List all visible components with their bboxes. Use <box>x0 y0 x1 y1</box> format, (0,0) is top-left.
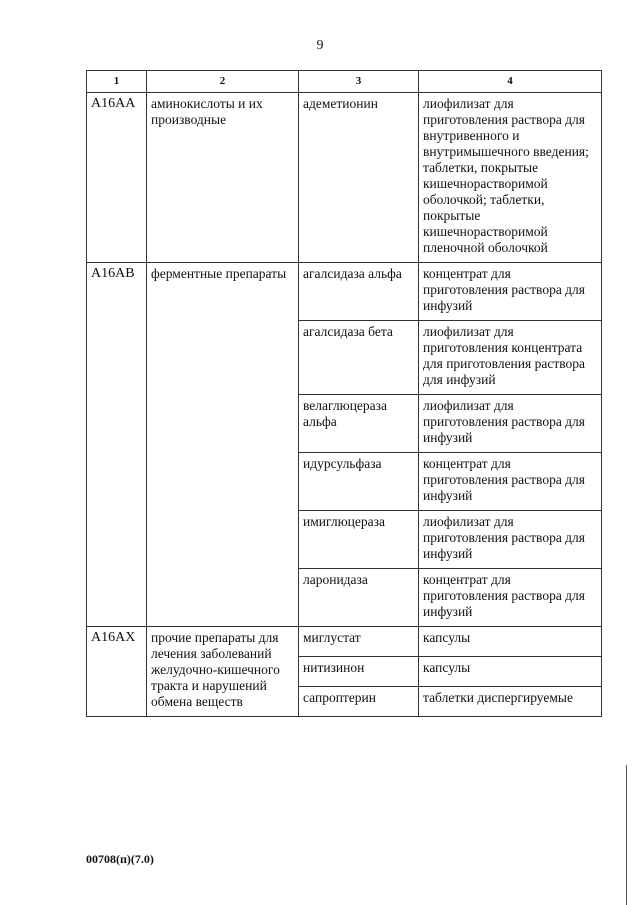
drug-name: идурсульфаза <box>299 453 419 511</box>
drug-name: имиглюцераза <box>299 511 419 569</box>
dosage-form: капсулы <box>419 627 602 657</box>
dosage-form: таблетки диспергируемые <box>419 687 602 717</box>
group-name: ферментные препараты <box>147 263 299 627</box>
drug-name: миглустат <box>299 627 419 657</box>
dosage-form: лиофилизат для приготовления раствора для внутривенного и внутримышечного введения; таблетки, покрытые кишечнорастворимой оболочкой; таблетки, покрытые кишечнорастворимой пленочной оболочкой <box>419 93 602 263</box>
drug-name: адеметионин <box>299 93 419 263</box>
table-row <box>87 627 602 657</box>
drug-name: нитизинон <box>299 657 419 687</box>
dosage-form: концентрат для приготовления раствора для инфузий <box>419 569 602 627</box>
drug-name: агалсидаза альфа <box>299 263 419 321</box>
document-code: 00708(п)(7.0) <box>86 852 154 866</box>
table-header-row <box>87 71 602 93</box>
drug-name: ларонидаза <box>299 569 419 627</box>
dosage-form: капсулы <box>419 657 602 687</box>
dosage-form: концентрат для приготовления раствора для инфузий <box>419 453 602 511</box>
dosage-form: лиофилизат для приготовления раствора для инфузий <box>419 395 602 453</box>
atc-code: A16AB <box>87 263 147 627</box>
drug-table <box>86 70 602 717</box>
dosage-form: лиофилизат для приготовления концентрата для приготовления раствора для инфузий <box>419 321 602 395</box>
header-col-1: 1 <box>87 71 147 93</box>
header-col-3: 3 <box>299 71 419 93</box>
group-name: аминокислоты и их производные <box>147 93 299 263</box>
header-col-2: 2 <box>147 71 299 93</box>
page-number: 9 <box>316 38 324 53</box>
table-row <box>87 93 602 263</box>
group-name: прочие препараты для лечения заболеваний желудочно-кишечного тракта и нарушений обмена веществ <box>147 627 299 717</box>
dosage-form: концентрат для приготовления раствора для инфузий <box>419 263 602 321</box>
atc-code: A16AX <box>87 627 147 717</box>
header-col-4: 4 <box>419 71 602 93</box>
drug-name: велаглюцераза альфа <box>299 395 419 453</box>
drug-name: агалсидаза бета <box>299 321 419 395</box>
drug-name: сапроптерин <box>299 687 419 717</box>
atc-code: A16AA <box>87 93 147 263</box>
dosage-form: лиофилизат для приготовления раствора для инфузий <box>419 511 602 569</box>
table-row <box>87 263 602 321</box>
scan-edge-line <box>626 765 627 905</box>
